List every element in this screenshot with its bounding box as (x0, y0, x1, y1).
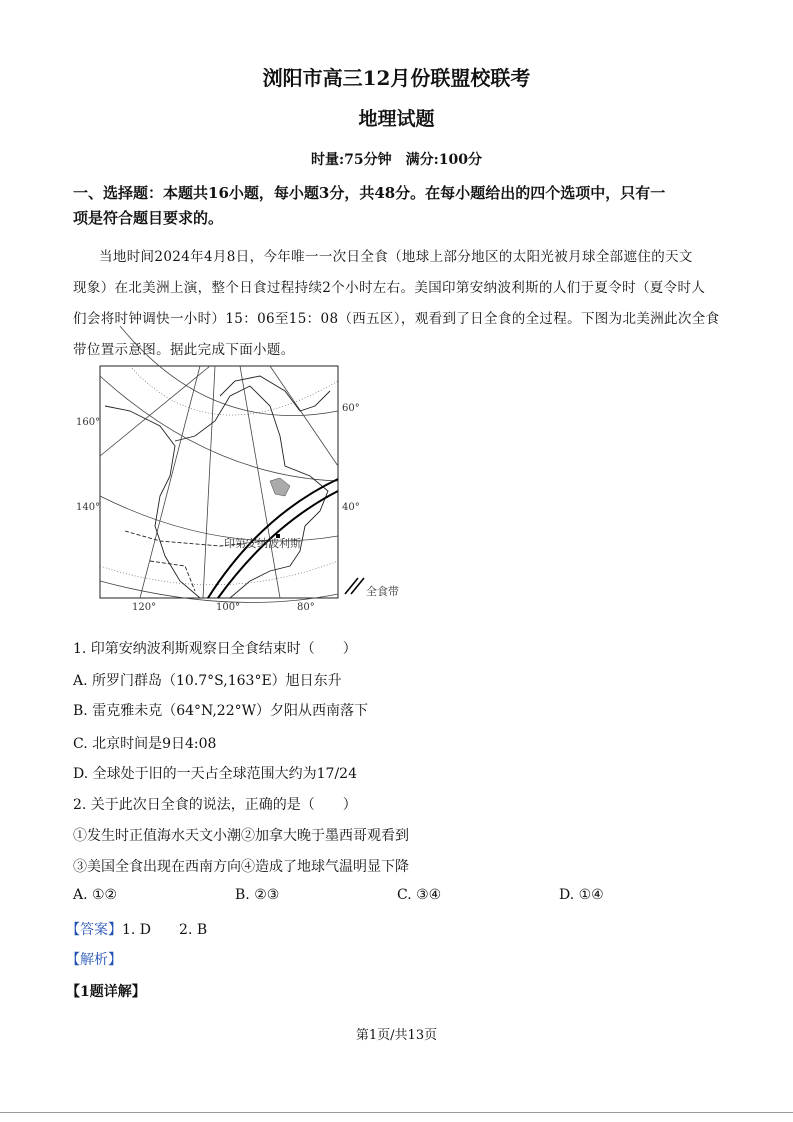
answer-line (66, 919, 207, 939)
section-heading: 一、选择题：本题共16小题，每小题3分，共48分。在每小题给出的四个选项中，只有一 (73, 184, 666, 202)
q2-option-c: C. ③④ (397, 887, 442, 903)
q1-option-c: C. 北京时间是9日4:08 (73, 736, 217, 752)
lat-label: 60° (342, 403, 360, 414)
time-info: 时量:75分钟 满分:100分 (310, 152, 483, 168)
answer-value: 1. D 2. B (122, 922, 208, 938)
analysis-label: 【解析】 (66, 952, 122, 968)
subject-title: 地理试题 (358, 108, 435, 130)
answer-label: 【答案】 (66, 922, 122, 938)
q2-option-d: D. ①④ (559, 887, 604, 903)
lon-label: 120° (132, 602, 157, 613)
passage-line: 当地时间2024年4月8日，今年唯一一次日全食（地球上部分地区的太阳光被月球全部遮住的天文 (99, 249, 693, 265)
city-label: 印第安纳波利斯 (224, 537, 301, 550)
eclipse-map (100, 366, 420, 616)
q2-option-b: B. ②③ (235, 887, 280, 903)
section-heading-cont: 项是符合题目要求的。 (73, 209, 224, 227)
q2-statements-2: ③美国全食出现在西南方向④造成了地球气温明显下降 (73, 859, 409, 875)
q1-option-b: B. 雷克雅未克（64°N,22°W）夕阳从西南落下 (73, 703, 369, 719)
page-footer: 第1页/共13页 (355, 1028, 438, 1043)
lon-label: 140° (76, 502, 101, 513)
passage-line: 们会将时钟调快一小时）15：06至15：08（西五区），观看到了日全食的全过程。下图为北美洲此次全食 (73, 311, 720, 327)
q1-option-a: A. 所罗门群岛（10.7°S,163°E）旭日东升 (73, 673, 342, 689)
lon-label: 80° (297, 602, 315, 613)
legend-symbol (345, 578, 364, 594)
exam-title: 浏阳市高三12月份联盟校联考 (262, 66, 531, 90)
legend-label: 全食带 (366, 585, 399, 598)
lat-label: 40° (342, 502, 360, 513)
passage-line: 现象）在北美洲上演，整个日食过程持续2个小时左右。美国印第安纳波利斯的人们于夏令时（夏令时人 (73, 280, 706, 296)
detail-heading: 【1题详解】 (66, 984, 146, 1000)
q2-statements-1: ①发生时正值海水天文小潮②加拿大晚于墨西哥观看到 (73, 828, 409, 844)
passage-line: 带位置示意图。据此完成下面小题。 (73, 342, 295, 358)
bottom-divider (0, 1112, 793, 1113)
q1-option-d: D. 全球处于旧的一天占全球范围大约为17/24 (73, 766, 357, 782)
question-2: 2. 关于此次日全食的说法，正确的是（ ） (73, 797, 357, 813)
lon-label: 160° (76, 417, 101, 428)
lon-label: 100° (216, 602, 241, 613)
question-1: 1. 印第安纳波利斯观察日全食结束时（ ） (73, 641, 357, 657)
q2-option-a: A. ①② (73, 887, 118, 903)
